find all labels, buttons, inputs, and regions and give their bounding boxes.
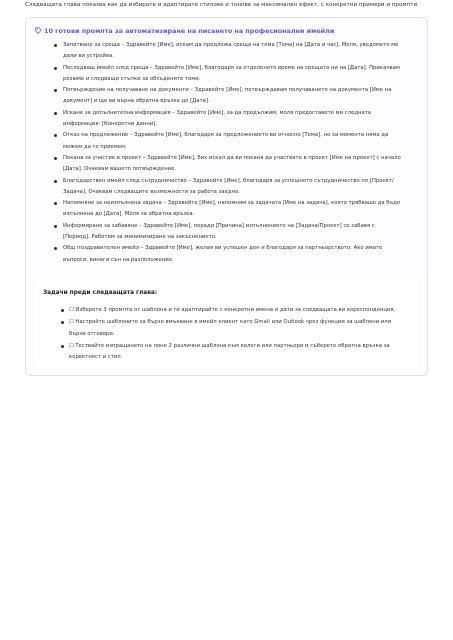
list-item-text: Информиране за забавяне – Здравейте [Име], поради [Причина] изпълнението на [Задача/Проект] се забавя с [Период]. Работим за минимизиране на закъснението. xyxy=(63,222,375,241)
task-item-text: ☐ Тествайте изпращането на поне 2 различни шаблона към колеги или партньори и съберете обратна връзка за коректност и стил. xyxy=(69,342,390,361)
list-item-text: Запитване за среща – Здравейте [Име], искам да предложа среща на тема [Тема] на [Дата и час]. Моля, уведомете ме дали ви устройва. xyxy=(63,42,399,60)
task-item xyxy=(35,341,419,364)
list-item xyxy=(26,176,429,199)
list-item xyxy=(26,63,429,86)
card-title xyxy=(35,27,334,37)
bullet-icon xyxy=(54,202,57,205)
task-item xyxy=(35,305,419,316)
list-item-text: Потвърждение на получаване на документи – Здравейте [Име], потвърждавам получаването на документа [Име на документ] и ще ви върна обратна връзка до [Дата]. xyxy=(63,87,392,105)
list-item-text: Благодарствен имейл след сътрудничество – Здравейте [Име], благодаря за успешното сътрудничество по [Проект/Задача]. Очаквам следващите възможности за работа заедно. xyxy=(63,177,394,195)
bullet-icon xyxy=(54,247,57,250)
list-item xyxy=(26,108,429,131)
bullet-icon xyxy=(61,345,64,348)
bullet-icon xyxy=(54,180,57,183)
tasks-title: Задачи преди следващата глава: xyxy=(43,290,158,296)
list-item xyxy=(26,130,429,153)
list-item xyxy=(26,221,429,244)
list-item-text: Общ поздравителен имейл – Здравейте [Име], желая ви успешен ден и благодаря за партньорството. Ако имате въпроси, винаги сън на разположение. xyxy=(63,245,383,263)
list-item-text: Покана за участие в проект – Здравейте [Име], бих искал да ви поканя да участвате в проект [Име на проект] с начало [Дата]. Очаквам вашето потвърждение. xyxy=(63,154,401,173)
bullet-icon xyxy=(54,225,57,228)
bullet-icon xyxy=(54,67,57,70)
prompt-list xyxy=(26,40,429,266)
bullet-icon xyxy=(54,134,57,137)
bullet-icon xyxy=(54,157,57,160)
list-item-text: Последващ имейл след среща – Здравейте [Име], благодаря за отделеното време на срещата ни на [Дата]. Прикачвам резюме и следващи стъпки за обсъдените теми. xyxy=(63,64,400,82)
list-item xyxy=(26,243,429,266)
card-title-text: 10 готови промпта за автоматизиране на писането на професионални имейли xyxy=(44,27,335,35)
list-item xyxy=(26,153,429,176)
tasks-box xyxy=(35,280,419,368)
bullet-icon xyxy=(54,44,57,47)
list-item-text: Отказ на предложение – Здравейте [Име], благодаря за предложението ви относно [Тема], но за момента няма да можем да го приемем. xyxy=(63,132,389,150)
task-item-text: ☐ Изберете 3 промпта от шаблона и ги адаптирайте с конкретни имена и дати за следващата ви кореспонденция. xyxy=(69,307,396,313)
bullet-icon xyxy=(54,89,57,92)
intro-text: Следващата глава показва как да избирате и адаптирате стилове и тонове за максимален ефект, с конкретни примери и промпти. xyxy=(25,2,419,8)
list-item-text: Искане за допълнителна информация – Здравейте [Име], за да продължим, моля предоставете ми следната информация: [Конкретни данни]. xyxy=(63,109,372,128)
task-item-text: ☐ Настройте шаблоните за бързо вмъкване в имейл клиент като Gmail или Outlook чрез функции за шаблони или бързи отговори. xyxy=(69,319,392,337)
list-item-text: Напомняне за неизпълнена задача – Здравейте [Име], напомням за задачата [Име на задача], която трябваше да бъде изпълнена до [Дата]. Моля за обратна връзка. xyxy=(63,200,401,218)
tag-icon xyxy=(35,27,42,37)
bullet-icon xyxy=(61,309,64,312)
task-list xyxy=(35,305,419,364)
list-item xyxy=(26,40,429,63)
task-item xyxy=(35,317,419,340)
bullet-icon xyxy=(54,112,57,115)
bullet-icon xyxy=(61,321,64,324)
list-item xyxy=(26,85,429,108)
list-item xyxy=(26,198,429,221)
prompts-card xyxy=(25,17,428,376)
